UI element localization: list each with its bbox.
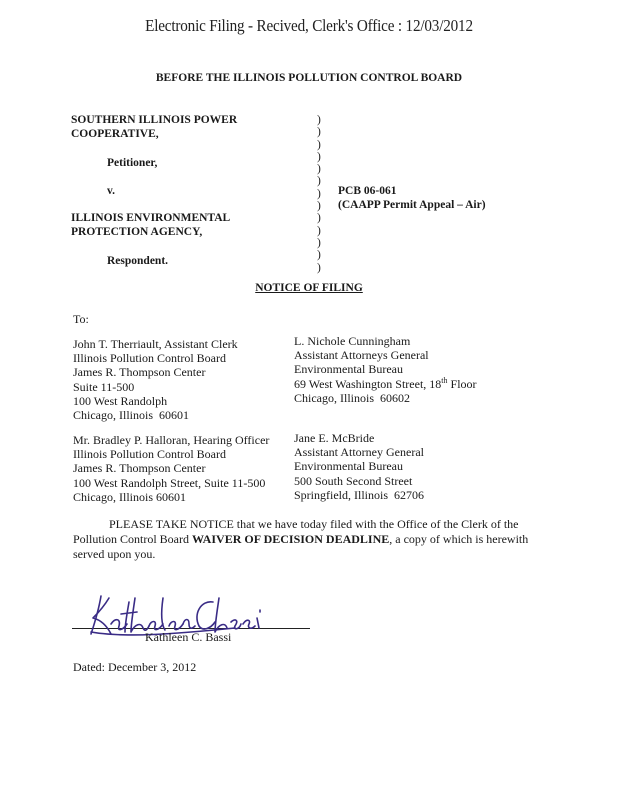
respondent-role: Respondent. — [107, 255, 169, 267]
board-title: BEFORE THE ILLINOIS POLLUTION CONTROL BOARD — [155, 72, 463, 84]
caption-separator: ) ) ) ) ) ) ) ) ) ) ) ) ) — [317, 114, 321, 274]
notice-text-end: , a copy of which is herewith served upon you. — [73, 532, 529, 561]
notice-text-start: PLEASE TAKE NOTICE that we have today filed with the Office of the Clerk of the Pollution Control Board — [73, 517, 519, 546]
floor-ordinal-suffix: th — [441, 375, 448, 385]
petitioner-name-line1: SOUTHERN ILLINOIS POWER — [71, 114, 238, 126]
document-title-bold: WAIVER OF DECISION DEADLINE — [192, 532, 390, 546]
versus: v. — [107, 185, 115, 197]
signer-name: Kathleen C. Bassi — [145, 630, 232, 644]
respondent-name-line2: PROTECTION AGENCY, — [71, 226, 203, 238]
recipient-clerk: John T. Therriault, Assistant Clerk Illinois Pollution Control Board James R. Thompson Center Suite 11-500 100 West Randolph Chicago, Illinois 60601 — [73, 337, 238, 423]
case-number: PCB 06-061 — [338, 185, 397, 197]
dated-line: Dated: December 3, 2012 — [73, 660, 197, 674]
recipient-cunningham-tail: Floor Chicago, Illinois 60602 — [294, 376, 477, 405]
recipient-cunningham — [294, 334, 477, 405]
recipient-hearing-officer: Mr. Bradley P. Halloran, Hearing Officer Illinois Pollution Control Board James R. Thompson Center 100 West Randolph Street, Suite 11-500 Chicago, Illinois 60601 — [73, 433, 270, 504]
recipient-cunningham-main: L. Nichole Cunningham Assistant Attorneys General Environmental Bureau 69 West Washington Street, 18 — [294, 334, 442, 391]
respondent-name-line1: ILLINOIS ENVIRONMENTAL — [71, 212, 231, 224]
case-type: (CAAPP Permit Appeal – Air) — [338, 199, 486, 211]
recipient-mcbride: Jane E. McBride Assistant Attorney General Environmental Bureau 500 South Second Street Springfield, Illinois 62706 — [294, 431, 424, 502]
filing-stamp-header: Electronic Filing - Recived, Clerk's Office : 12/03/2012 — [145, 16, 473, 35]
petitioner-role: Petitioner, — [107, 157, 158, 169]
notice-heading: NOTICE OF FILING — [255, 282, 363, 294]
petitioner-name-line2: COOPERATIVE, — [71, 128, 159, 140]
notice-paragraph — [73, 517, 543, 562]
to-label: To: — [73, 312, 89, 326]
